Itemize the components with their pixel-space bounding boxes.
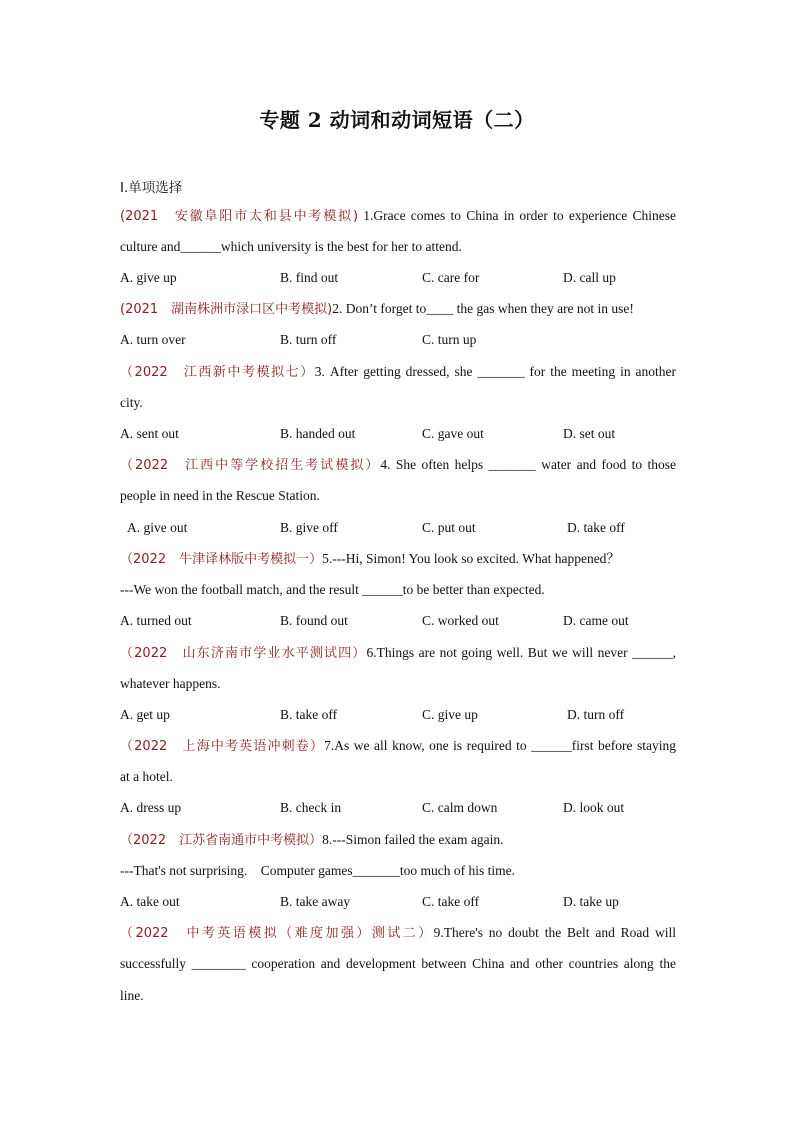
option-b: B. take away (280, 894, 351, 909)
option-a: A. give up (120, 270, 177, 285)
option-a: A. turn over (120, 332, 186, 347)
option-a: A. give out (127, 520, 188, 535)
option-b: B. find out (280, 270, 339, 285)
option-a: A. get up (120, 707, 170, 722)
question-5-options (120, 611, 680, 631)
option-b: B. take off (280, 707, 338, 722)
question-6-line-1 (120, 643, 676, 663)
question-4-stem: 4. She often helps _______ water and food to those (380, 457, 676, 472)
option-a: A. turned out (120, 613, 192, 628)
question-2-options (120, 330, 680, 350)
option-a: A. sent out (120, 426, 179, 441)
option-b: B. turn off (280, 332, 337, 347)
question-3-options (120, 424, 680, 444)
question-5-line-1 (120, 549, 676, 569)
option-c: C. worked out (422, 613, 499, 628)
option-c: C. care for (422, 270, 480, 285)
question-3-source: （2022 江西新中考模拟七） (120, 365, 315, 380)
option-c: C. calm down (422, 800, 498, 815)
question-3-line-2: city. (120, 395, 143, 410)
question-9-source: （2022 中考英语模拟（难度加强）测试二） (120, 926, 434, 941)
question-6-source: （2022 山东济南市学业水平测试四） (120, 646, 367, 661)
question-8-source: （2022 江苏省南通市中考模拟） (120, 833, 323, 848)
question-9-stem: 9.There's no doubt the Belt and Road will (433, 925, 676, 940)
question-2-stem: 2. Don’t forget to____ the gas when they are not in use! (332, 301, 634, 316)
option-b: B. found out (280, 613, 348, 628)
question-1-options (120, 268, 680, 288)
question-6-line-2: whatever happens. (120, 676, 221, 691)
question-1-source: (2021 安徽阜阳市太和县中考模拟) (120, 209, 359, 224)
question-3-stem: 3. After getting dressed, she _______ for the meeting in another (314, 364, 676, 379)
option-b: B. give off (280, 520, 338, 535)
option-c: C. give up (422, 707, 478, 722)
option-c: C. turn up (422, 332, 477, 347)
question-5-line-2: ---We won the football match, and the result ______to be better than expected. (120, 582, 545, 597)
option-c: C. take off (422, 894, 480, 909)
option-d: D. take up (563, 894, 619, 909)
question-5-stem: 5.---Hi, Simon! You look so excited. What happened？ (322, 551, 620, 566)
option-a: A. take out (120, 894, 180, 909)
question-2-line-1 (120, 299, 676, 319)
option-d: D. take off (567, 520, 625, 535)
question-4-source: （2022 江西中等学校招生考试模拟） (120, 458, 381, 473)
question-7-options (120, 798, 680, 818)
question-8-stem: 8.---Simon failed the exam again. (322, 832, 504, 847)
question-1-line-1 (120, 206, 676, 226)
question-3-line-1 (120, 362, 676, 382)
option-b: B. handed out (280, 426, 356, 441)
question-9-line-1 (120, 923, 676, 943)
option-d: D. call up (563, 270, 616, 285)
question-7-source: （2022 上海中考英语冲刺卷） (120, 739, 325, 754)
question-6-stem: 6.Things are not going well. But we will never ______, (366, 645, 677, 660)
question-9-line-3: line. (120, 988, 144, 1003)
question-4-line-1 (120, 455, 676, 475)
question-2-source: (2021 湖南株洲市渌口区中考模拟) (120, 302, 333, 317)
question-1-line-2: culture and______which university is the best for her to attend. (120, 239, 462, 254)
question-4-options (120, 518, 680, 538)
section-heading: Ⅰ.单项选择 (120, 180, 183, 196)
option-a: A. dress up (120, 800, 182, 815)
question-5-source: （2022 牛津译林版中考模拟一） (120, 552, 323, 567)
question-4-line-2: people in need in the Rescue Station. (120, 488, 320, 503)
question-1-stem: 1.Grace comes to China in order to experience Chinese (358, 208, 677, 223)
option-b: B. check in (280, 800, 342, 815)
option-c: C. gave out (422, 426, 484, 441)
option-d: D. turn off (567, 707, 625, 722)
question-8-line-2: ---That's not surprising. Computer games_______too much of his time. (120, 863, 516, 878)
page-title: 专题 2 动词和动词短语（二） (259, 108, 535, 132)
question-9-line-2: successfully ________ cooperation and development between China and other countries along the (120, 956, 676, 971)
question-8-options (120, 892, 680, 912)
option-d: D. came out (563, 613, 629, 628)
question-7-stem: 7.As we all know, one is required to ______first before staying (324, 738, 676, 753)
option-c: C. put out (422, 520, 476, 535)
question-6-options (120, 705, 680, 725)
option-d: D. look out (563, 800, 625, 815)
question-7-line-2: at a hotel. (120, 769, 173, 784)
option-d: D. set out (563, 426, 616, 441)
question-7-line-1 (120, 736, 676, 756)
question-8-line-1 (120, 830, 676, 850)
